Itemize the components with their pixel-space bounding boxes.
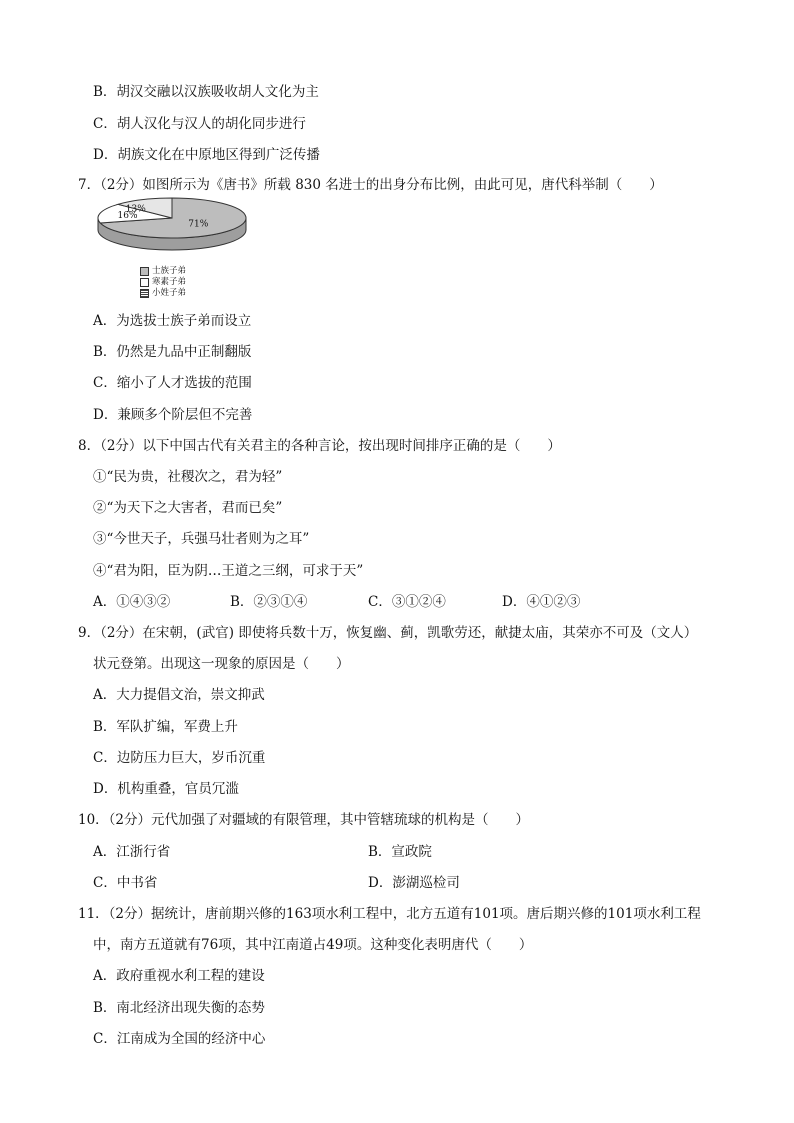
q10-option-a: A．江浙行省 [93, 844, 171, 860]
q8-option-d: D．④①②③ [502, 594, 581, 610]
pie-chart-svg [92, 196, 252, 268]
q7-pie-legend [140, 266, 186, 299]
q7-option-b: B．仍然是九品中正制翻版 [93, 344, 252, 360]
q9-stem-line2: 状元登第。出现这一现象的原因是（ ） [93, 656, 350, 672]
q9-option-b: B．军队扩编，军费上升 [93, 719, 238, 735]
q9-option-c: C．边防压力巨大，岁币沉重 [93, 750, 266, 766]
legend-swatch-striped [140, 289, 149, 298]
q7-option-a: A．为选拔士族子弟而设立 [93, 313, 252, 329]
legend-label: 小姓子弟 [152, 288, 187, 298]
pie-data-label-0: 71% [188, 219, 209, 230]
q8-stem: 8．（2分）以下中国古代有关君主的各种言论，按出现时间排序正确的是（ ） [78, 438, 561, 454]
q8-option-a: A．①④③② [93, 594, 171, 610]
q8-item-2 [93, 498, 282, 518]
q9-stem-line1: 9．（2分）在宋朝，(武官) 即使将兵数十万，恢复幽、蓟，凯歌劳还，献捷太庙，其荣亦不可及（文人） [78, 625, 698, 641]
legend-swatch-gray [140, 267, 149, 276]
q11-option-b: B．南北经济出现失衡的态势 [93, 1000, 265, 1016]
q7-option-d: D．兼顾多个阶层但不完善 [93, 407, 253, 423]
q11-stem-line1: 11．（2分）据统计，唐前期兴修的163项水利工程中，北方五道有101项。唐后期兴修的101项水利工程 [78, 906, 701, 922]
q8-item-4 [93, 561, 363, 581]
q10-stem: 10．（2分）元代加强了对疆域的有限管理，其中管辖琉球的机构是（ ） [78, 812, 530, 828]
q6-option-d: D．胡族文化在中原地区得到广泛传播 [93, 147, 320, 163]
q10-option-b: B．宣政院 [368, 844, 432, 860]
legend-item-xiaoxing [140, 288, 186, 299]
q8-item-1 [93, 467, 282, 487]
pie-data-label-2: 13% [125, 204, 146, 215]
q9-option-a: A．大力提倡文治，崇文抑武 [93, 687, 265, 703]
q8-option-b: B．②③①④ [230, 594, 308, 610]
q6-option-c: C．胡人汉化与汉人的胡化同步进行 [93, 116, 306, 132]
item-text: “今世天子，兵强马壮者则为之耳” [106, 531, 310, 547]
q8-item-3 [93, 529, 309, 549]
q11-stem-line2: 中，南方五道就有76项，其中江南道占49项。这种变化表明唐代（ ） [93, 937, 533, 953]
q6-option-b: B．胡汉交融以汉族吸收胡人文化为主 [93, 84, 319, 100]
q7-option-c: C．缩小了人才选拔的范围 [93, 375, 252, 391]
q7-stem: 7．（2分）如图所示为《唐书》所载 830 名进士的出身分布比例，由此可见，唐代科举制（ ） [78, 177, 663, 193]
q11-option-a: A．政府重视水利工程的建设 [93, 968, 265, 984]
item-mark: ③ [93, 531, 107, 547]
q11-option-c: C．江南成为全国的经济中心 [93, 1031, 266, 1047]
item-mark: ① [93, 469, 107, 485]
item-text: “民为贵，社稷次之，君为轻” [106, 469, 283, 485]
q9-option-d: D．机构重叠，官员冗滥 [93, 781, 239, 797]
q10-option-c: C．中书省 [93, 875, 158, 891]
item-mark: ④ [93, 563, 107, 579]
legend-swatch-white [140, 278, 149, 287]
item-text: “为天下之大害者，君而已矣” [106, 500, 283, 516]
legend-item-hansu [140, 277, 186, 288]
item-mark: ② [93, 500, 107, 516]
legend-label: 寒素子弟 [152, 277, 187, 287]
legend-label: 士族子弟 [152, 266, 187, 276]
item-text: “君为阳，臣为阴…王道之三纲，可求于天” [106, 563, 364, 579]
pie-data-label-1: 16% [117, 210, 138, 221]
legend-item-shizu [140, 266, 186, 277]
q10-option-d: D．澎湖巡检司 [368, 875, 460, 891]
q8-option-c: C．③①②④ [368, 594, 446, 610]
